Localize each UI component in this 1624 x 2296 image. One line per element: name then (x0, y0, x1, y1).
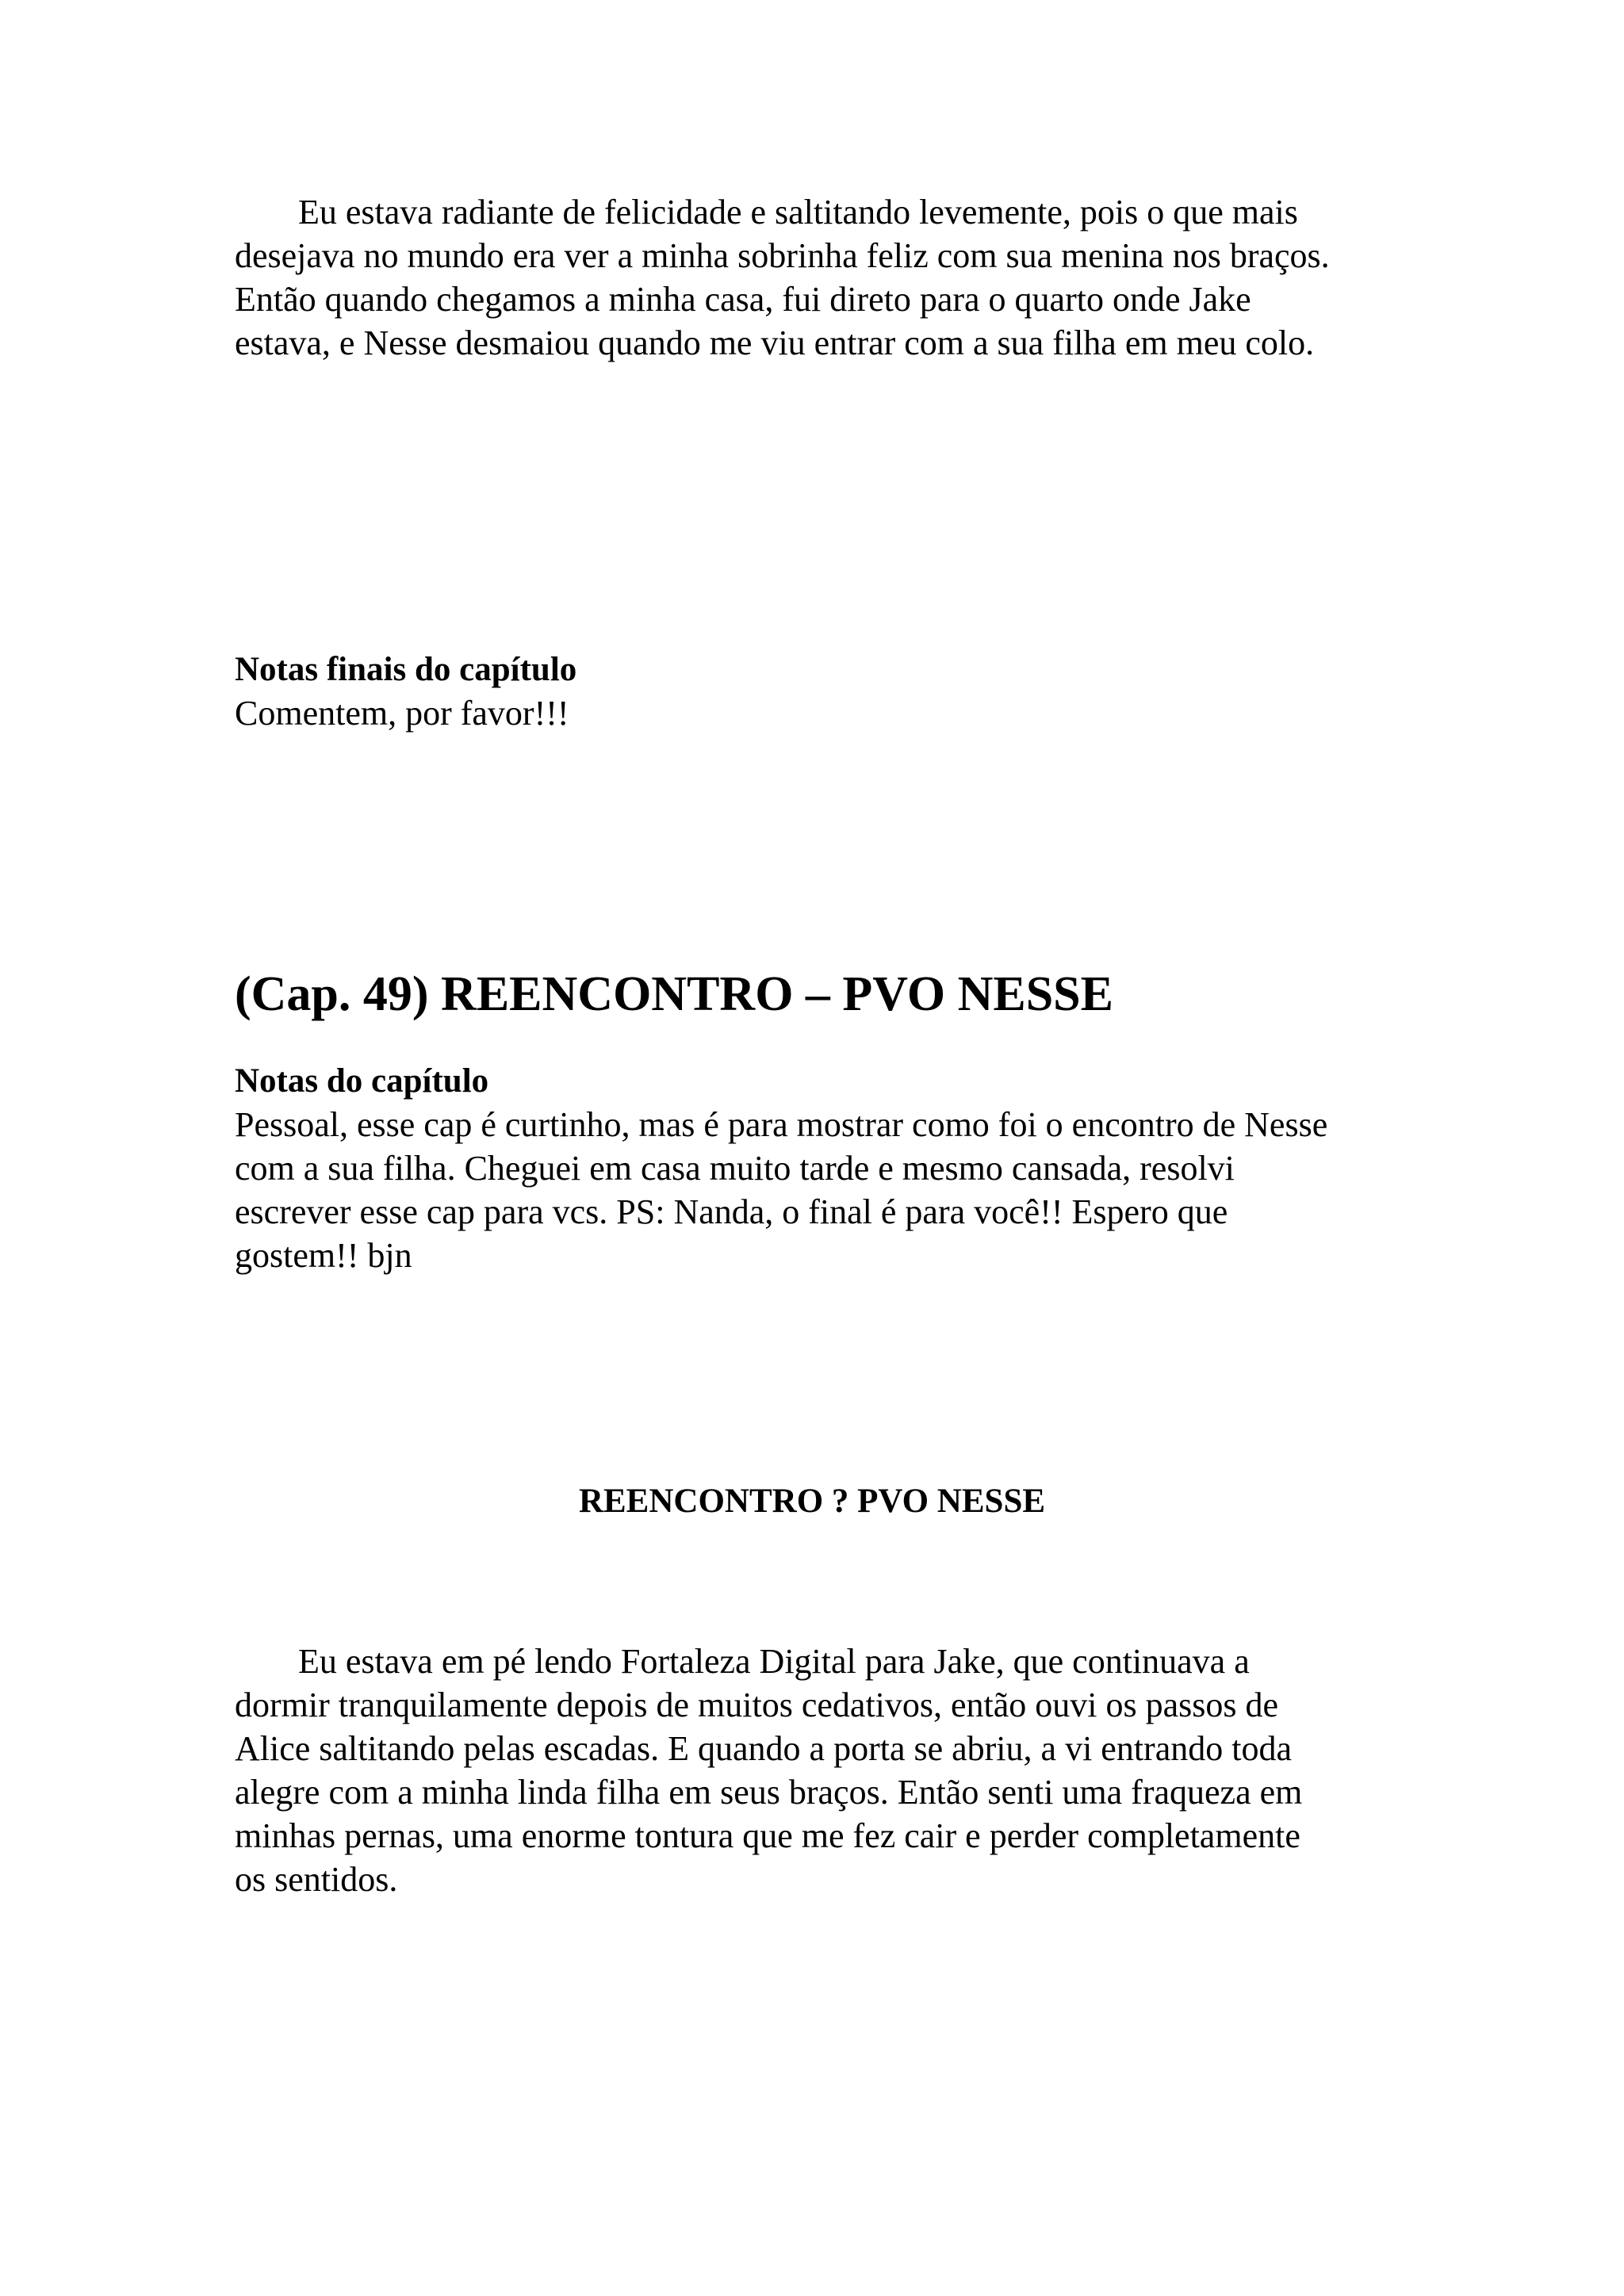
intro-paragraph (235, 190, 1408, 365)
chapter-notes-line: gostem!! bjn (235, 1236, 412, 1275)
chapter-body-paragraph (235, 1640, 1408, 1901)
intro-line: Eu estava radiante de felicidade e saltitando levemente, pois o que mais (298, 193, 1298, 232)
body-line: dormir tranquilamente depois de muitos cedativos, então ouvi os passos de (235, 1686, 1279, 1724)
chapter-notes-text (235, 1103, 1408, 1277)
chapter-title: (Cap. 49) REENCONTRO – PVO NESSE (235, 967, 1114, 1021)
chapter-notes-line: escrever esse cap para vcs. PS: Nanda, o final é para você!! Espero que (235, 1192, 1228, 1231)
body-line: minhas pernas, uma enorme tontura que me fez cair e perder completamente (235, 1816, 1300, 1855)
chapter-notes-label: Notas do capítulo (235, 1062, 489, 1100)
chapter-notes-line: Pessoal, esse cap é curtinho, mas é para mostrar como foi o encontro de Nesse (235, 1105, 1328, 1144)
chapter-notes-section (235, 1059, 1408, 1277)
final-notes-text: Comentem, por favor!!! (235, 694, 569, 733)
body-line: alegre com a minha linda filha em seus braços. Então senti uma fraqueza em (235, 1773, 1303, 1812)
final-notes-label: Notas finais do capítulo (235, 651, 577, 688)
chapter-notes-line: com a sua filha. Cheguei em casa muito tarde e mesmo cansada, resolvi (235, 1149, 1235, 1188)
final-notes-section (235, 648, 1408, 735)
section-heading: REENCONTRO ? PVO NESSE (578, 1483, 1046, 1520)
body-line: os sentidos. (235, 1860, 398, 1899)
intro-line: Então quando chegamos a minha casa, fui direto para o quarto onde Jake (235, 280, 1251, 319)
body-line: Alice saltitando pelas escadas. E quando a porta se abriu, a vi entrando toda (235, 1729, 1292, 1768)
intro-line: desejava no mundo era ver a minha sobrinha feliz com sua menina nos braços. (235, 236, 1330, 275)
intro-line: estava, e Nesse desmaiou quando me viu entrar com a sua filha em meu colo. (235, 323, 1315, 362)
body-line: Eu estava em pé lendo Fortaleza Digital para Jake, que continuava a (298, 1642, 1250, 1681)
